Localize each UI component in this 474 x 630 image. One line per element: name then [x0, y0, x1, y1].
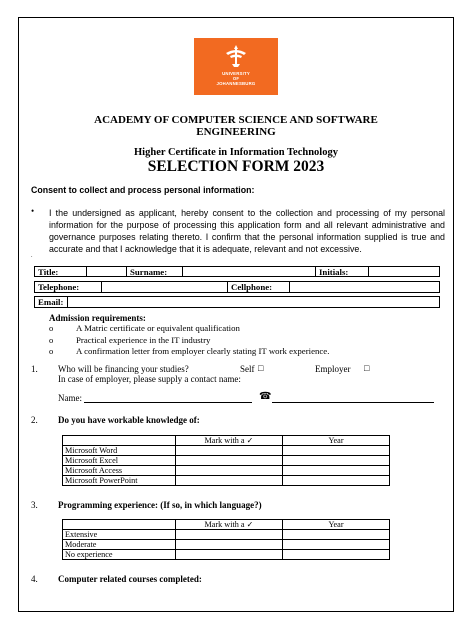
q1-self-label: Self [240, 364, 255, 374]
table-header-year: Year [283, 436, 390, 446]
academy-title-line1: ACADEMY OF COMPUTER SCIENCE AND SOFTWARE [94, 114, 378, 126]
admission-bullet-2: o [49, 335, 54, 345]
software-row-label: Microsoft Word [63, 446, 176, 456]
admission-item-3: A confirmation letter from employer clearly stating IT work experience. [76, 346, 330, 356]
programming-experience-table [62, 519, 390, 560]
certificate-title: Higher Certificate in Information Technology [134, 147, 338, 158]
q1-phone-input[interactable] [272, 402, 434, 403]
q1-self-checkbox[interactable]: □ [258, 363, 264, 373]
q2-number: 2. [31, 415, 38, 425]
consent-dot: . [31, 253, 33, 259]
consent-bullet: • [31, 206, 35, 216]
experience-row-label: Extensive [63, 530, 176, 540]
admission-heading: Admission requirements: [49, 313, 146, 323]
initials-input[interactable] [368, 267, 396, 276]
year-cell[interactable] [283, 446, 390, 456]
experience-row-label: Moderate [63, 540, 176, 550]
logo-text-of: OF [232, 76, 240, 81]
mark-cell[interactable] [176, 550, 283, 560]
year-cell[interactable] [283, 466, 390, 476]
consent-heading: Consent to collect and process personal information: [31, 185, 255, 195]
table-row [63, 466, 390, 476]
q4-heading: Computer related courses completed: [58, 574, 202, 584]
software-knowledge-table [62, 435, 390, 486]
q3-number: 3. [31, 500, 38, 510]
q1-question: Who will be financing your studies? [58, 364, 189, 374]
q1-name-label: Name: [58, 393, 82, 403]
table-header-blank [63, 520, 176, 530]
admission-item-1: A Matric certificate or equivalent qualification [76, 323, 240, 333]
university-crest-icon [222, 44, 250, 68]
q3-heading: Programming experience: (If so, in which language?) [58, 500, 262, 510]
q2-heading: Do you have workable knowledge of: [58, 415, 200, 425]
q4-number: 4. [31, 574, 38, 584]
admission-bullet-1: o [49, 323, 54, 333]
consent-text: I the undersigned as applicant, hereby consent to the collection and processing of my personal information for the purpose of processing this application form and all relevant administrative and governance purposes relating thereto. I confirm that the personal information supplied is true and accurate and that I acknowledge that it is adequate, relevant and not excessive. [49, 208, 445, 254]
table-row [63, 540, 390, 550]
software-row-label: Microsoft Access [63, 466, 176, 476]
mark-cell[interactable] [176, 476, 283, 486]
year-cell[interactable] [283, 456, 390, 466]
surname-label: Surname: [126, 267, 182, 276]
table-row [63, 456, 390, 466]
title-label: Title: [38, 267, 59, 277]
q1-name-input[interactable] [84, 402, 252, 403]
telephone-label: Telephone: [38, 282, 80, 292]
table-header-mark: Mark with a ✓ [176, 436, 283, 446]
year-cell[interactable] [283, 476, 390, 486]
cellphone-label: Cellphone: [227, 282, 289, 292]
cellphone-input[interactable] [289, 282, 441, 292]
university-logo [194, 38, 278, 95]
name-fields-row [34, 266, 440, 277]
logo-text-johannesburg: JOHANNESBURG [216, 81, 256, 86]
email-input[interactable] [67, 297, 441, 307]
academy-title-line2: ENGINEERING [196, 126, 276, 138]
contact-fields-row [34, 281, 440, 293]
mark-cell[interactable] [176, 540, 283, 550]
mark-cell[interactable] [176, 530, 283, 540]
table-header-mark: Mark with a ✓ [176, 520, 283, 530]
table-row [63, 550, 390, 560]
year-cell[interactable] [283, 530, 390, 540]
q1-number: 1. [31, 364, 38, 374]
mark-cell[interactable] [176, 446, 283, 456]
table-header-blank [63, 436, 176, 446]
table-header-year: Year [283, 520, 390, 530]
year-cell[interactable] [283, 550, 390, 560]
email-label: Email: [38, 297, 64, 307]
table-row [63, 530, 390, 540]
software-row-label: Microsoft PowerPoint [63, 476, 176, 486]
initials-label: Initials: [315, 267, 368, 276]
mark-cell[interactable] [176, 456, 283, 466]
form-title: SELECTION FORM 2023 [147, 158, 325, 175]
q1-employer-checkbox[interactable]: □ [364, 363, 370, 373]
logo-text-university: UNIVERSITY [222, 71, 250, 76]
experience-row-label: No experience [63, 550, 176, 560]
q1-followup: In case of employer, please supply a contact name: [58, 374, 241, 384]
surname-input[interactable] [182, 267, 315, 276]
mark-cell[interactable] [176, 466, 283, 476]
software-row-label: Microsoft Excel [63, 456, 176, 466]
year-cell[interactable] [283, 540, 390, 550]
admission-bullet-3: o [49, 346, 54, 356]
table-row [63, 476, 390, 486]
title-input[interactable] [86, 267, 126, 276]
email-fields-row [34, 296, 440, 308]
q1-employer-label: Employer [315, 364, 351, 374]
telephone-input[interactable] [101, 282, 227, 292]
admission-item-2: Practical experience in the IT industry [76, 335, 211, 345]
phone-icon: ☎ [259, 391, 272, 402]
table-row [63, 446, 390, 456]
